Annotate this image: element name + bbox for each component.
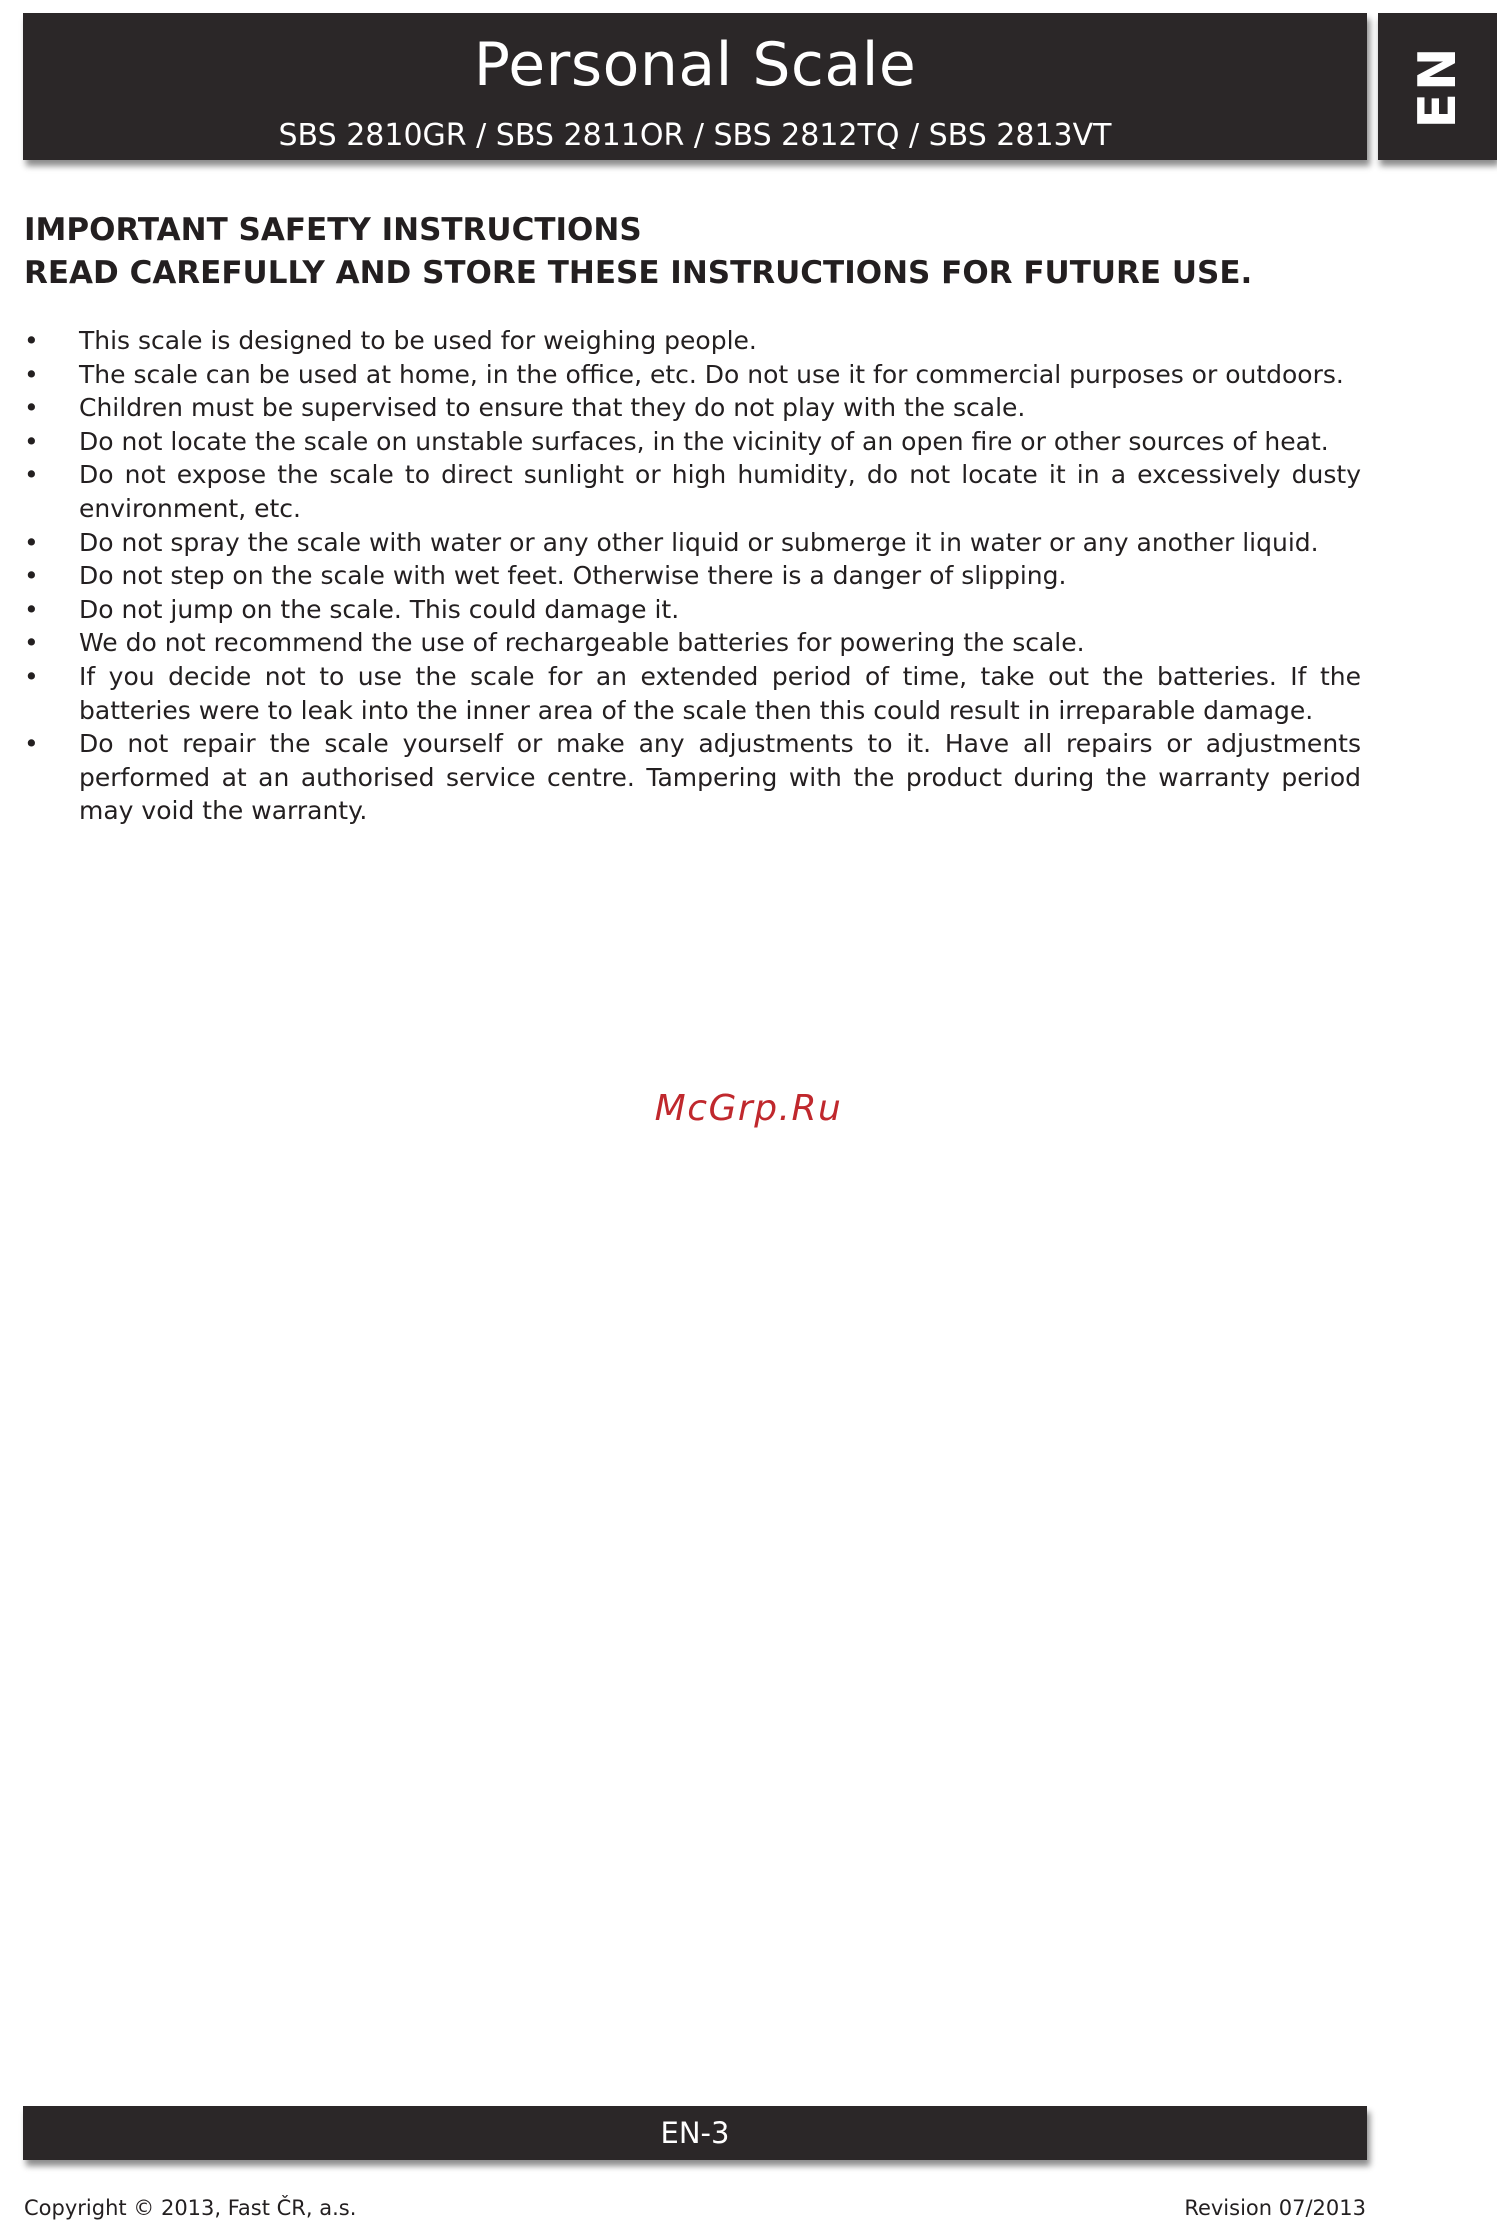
footer-bar: [23, 2106, 1367, 2160]
language-label: EN: [1407, 44, 1468, 129]
list-item: • Do not jump on the scale. This could damage it.: [24, 593, 1361, 627]
list-item: • Do not repair the scale yourself or make any adjustments to it. Have all repairs or adjustments performed at an authorised service centre. Tampering with the product during the warranty period may void the warranty.: [24, 727, 1361, 828]
heading-line-2: READ CAREFULLY AND STORE THESE INSTRUCTIONS FOR FUTURE USE.: [24, 255, 1253, 291]
section-heading: [24, 209, 1364, 295]
model-numbers: SBS 2810GR / SBS 2811OR / SBS 2812TQ / SBS 2813VT: [278, 118, 1112, 153]
list-item: • We do not recommend the use of rechargeable batteries for powering the scale.: [24, 626, 1361, 660]
safety-instructions-list: [24, 324, 1361, 828]
copyright-notice: Copyright © 2013, Fast ČR, a.s.: [24, 2196, 357, 2220]
page-title: Personal Scale: [473, 30, 917, 100]
language-tab: [1378, 13, 1497, 160]
list-item: • Children must be supervised to ensure that they do not play with the scale.: [24, 391, 1361, 425]
page-number: EN-3: [660, 2116, 730, 2150]
revision-label: Revision 07/2013: [1184, 2196, 1366, 2220]
list-item: • Do not spray the scale with water or any other liquid or submerge it in water or any another liquid.: [24, 526, 1361, 560]
list-item: • The scale can be used at home, in the office, etc. Do not use it for commercial purposes or outdoors.: [24, 358, 1361, 392]
list-item: • Do not expose the scale to direct sunlight or high humidity, do not locate it in a excessively dusty environment, etc.: [24, 458, 1361, 525]
list-item: • If you decide not to use the scale for an extended period of time, take out the batteries. If the batteries were to leak into the inner area of the scale then this could result in irreparable damage.: [24, 660, 1361, 727]
list-item: • Do not locate the scale on unstable surfaces, in the vicinity of an open fire or other sources of heat.: [24, 425, 1361, 459]
list-item: • This scale is designed to be used for weighing people.: [24, 324, 1361, 358]
heading-line-1: IMPORTANT SAFETY INSTRUCTIONS: [24, 212, 642, 248]
list-item: • Do not step on the scale with wet feet. Otherwise there is a danger of slipping.: [24, 559, 1361, 593]
watermark: McGrp.Ru: [654, 1088, 843, 1129]
header-bar: [23, 13, 1367, 160]
